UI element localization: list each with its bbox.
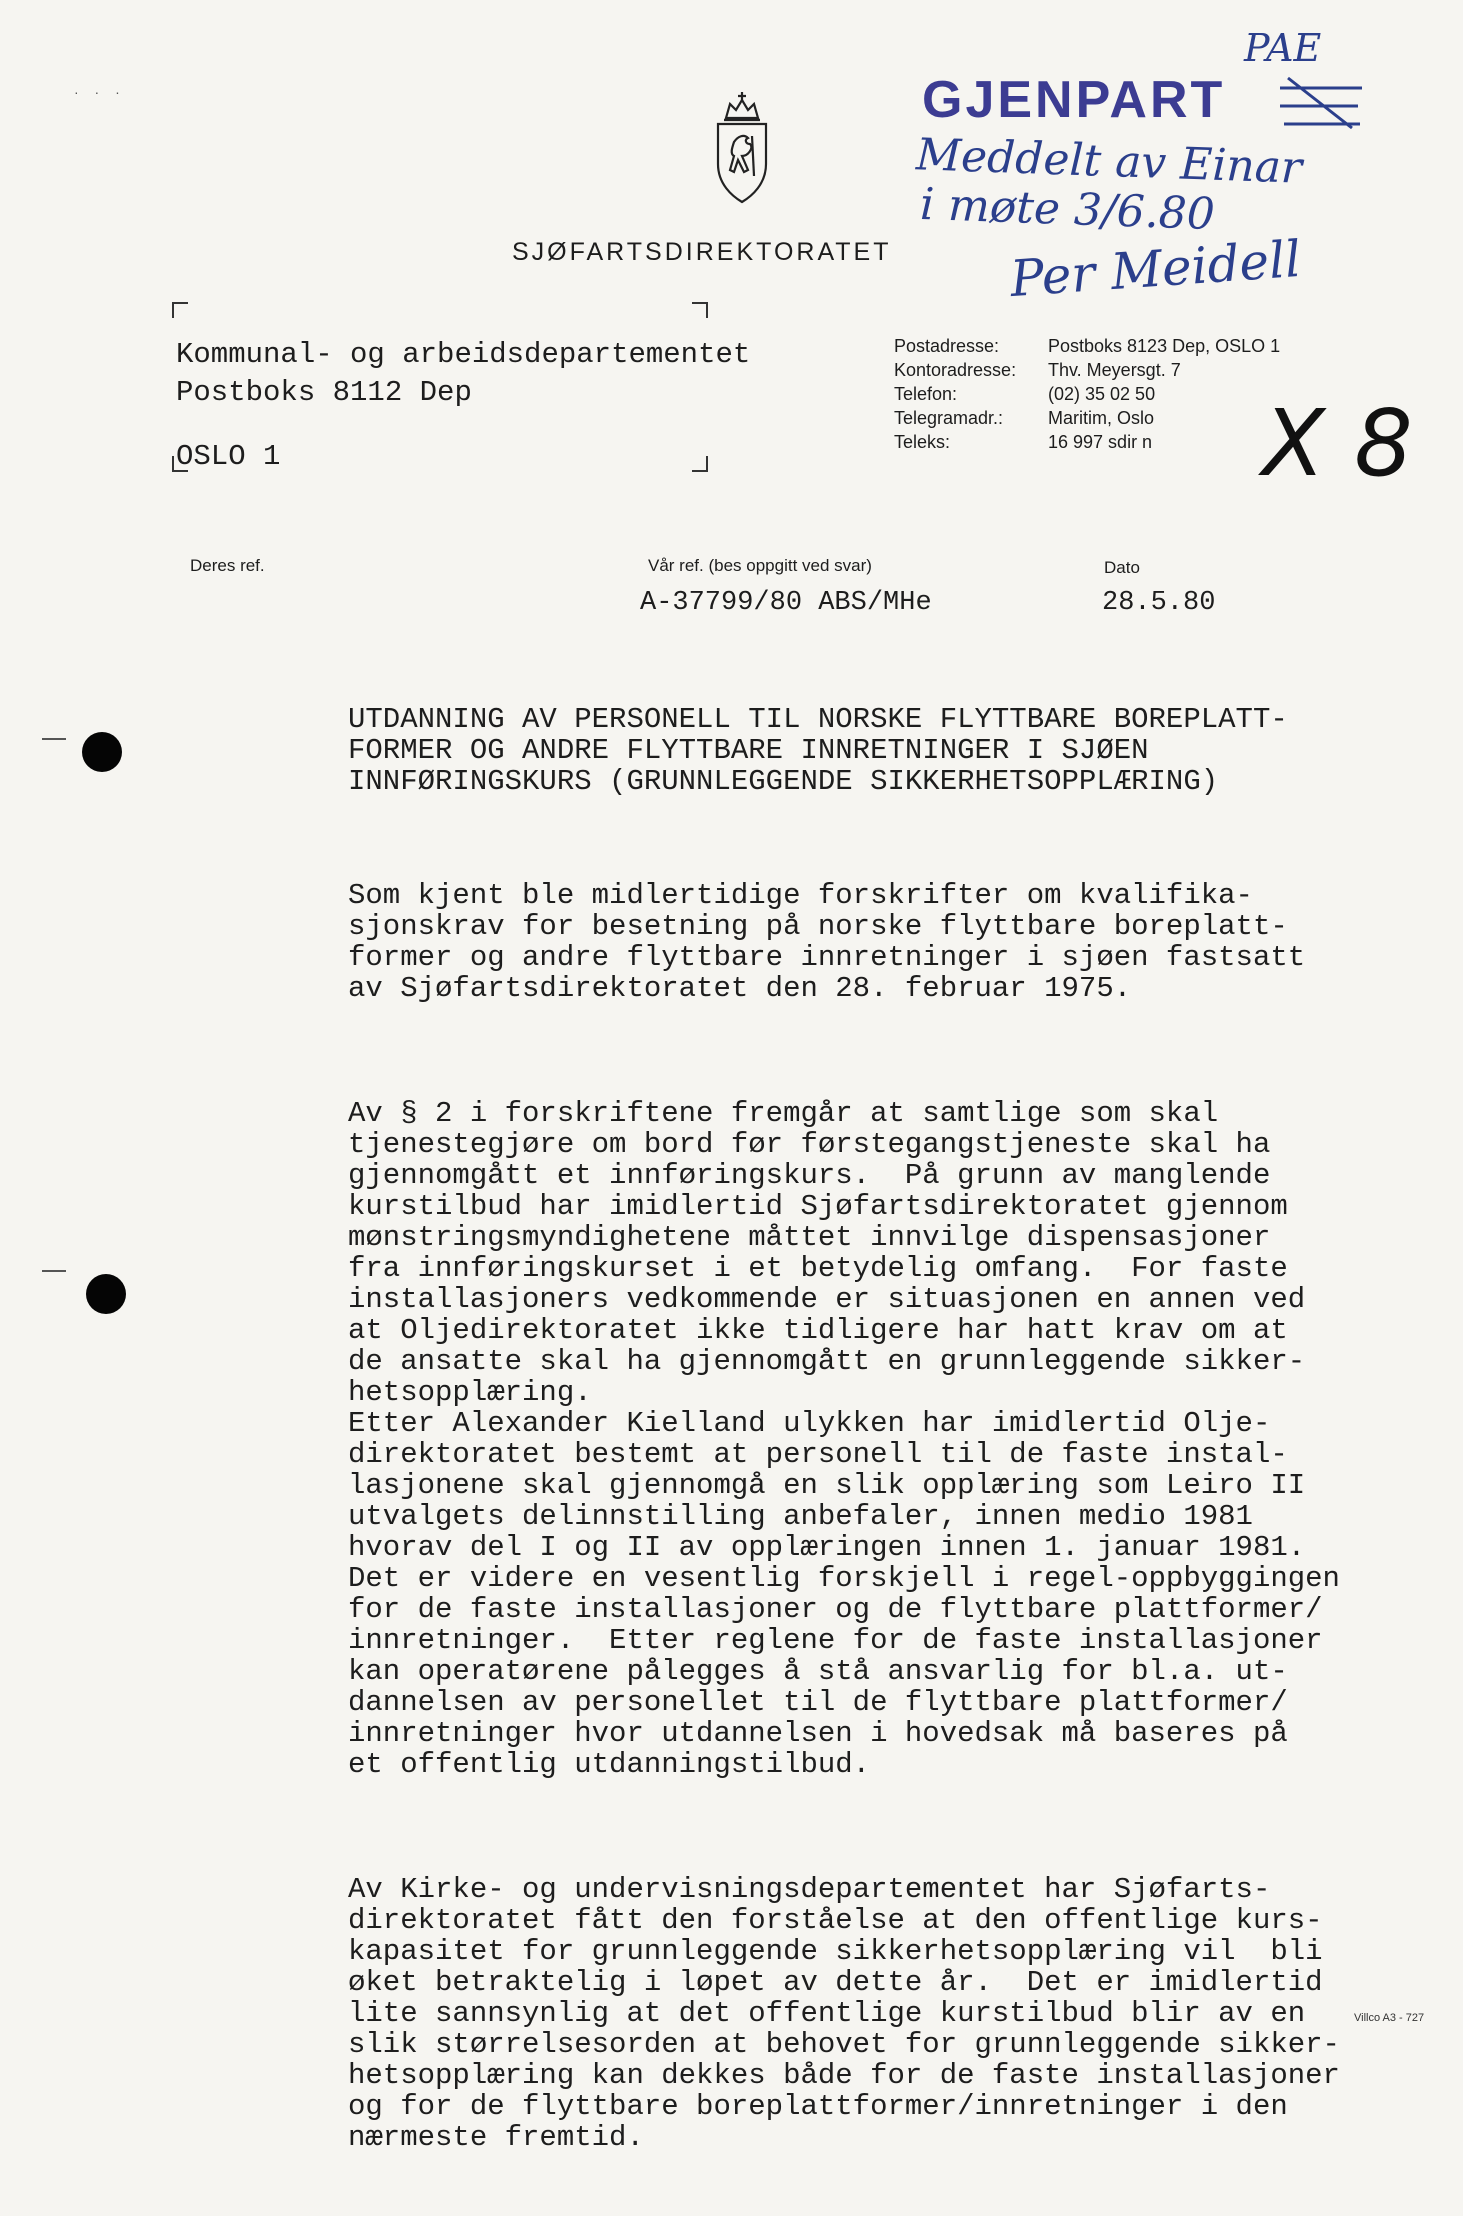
contact-label: Telefon: xyxy=(894,384,958,404)
margin-mark xyxy=(42,1270,66,1272)
handwritten-note-line2: i møte 3/6.80 xyxy=(919,178,1216,241)
var-ref-label: Vår ref. (bes oppgitt ved svar) xyxy=(648,556,872,575)
gjenpart-stamp: GJENPART xyxy=(922,71,1226,129)
punch-hole-bottom xyxy=(86,1274,126,1314)
scan-specks: · · · xyxy=(74,84,126,100)
window-corner-tl xyxy=(172,302,188,318)
window-corner-tr xyxy=(692,302,708,318)
var-ref-value: A-37799/80 ABS/MHe xyxy=(640,588,932,618)
contact-row xyxy=(894,382,1364,406)
subject-line: UTDANNING AV PERSONELL TIL NORSKE FLYTTBARE BOREPLATT- xyxy=(348,703,1288,736)
punch-hole-top xyxy=(82,732,122,772)
margin-mark xyxy=(42,738,66,740)
contact-row xyxy=(894,406,1364,430)
letter-body xyxy=(348,818,1388,2216)
contact-value: Thv. Meyersgt. 7 xyxy=(1048,360,1181,380)
contact-row xyxy=(894,334,1364,358)
contact-value: Postboks 8123 Dep, OSLO 1 xyxy=(1048,336,1281,356)
contact-label: Kontoradresse: xyxy=(894,360,1017,380)
strikethrough-mark xyxy=(1278,72,1364,132)
dato-value: 28.5.80 xyxy=(1102,588,1216,618)
subject-line: INNFØRINGSKURS (GRUNNLEGGENDE SIKKERHETSOPPLÆRING) xyxy=(348,765,1219,798)
contact-value: (02) 35 02 50 xyxy=(1048,384,1156,404)
agency-name: SJØFARTSDIREKTORATET xyxy=(512,238,892,266)
contact-label: Postadresse: xyxy=(894,336,1000,356)
print-code: Villco A3 - 727 xyxy=(1354,2012,1425,2024)
contact-value: 16 997 sdir n xyxy=(1048,432,1153,452)
recipient-address xyxy=(176,336,750,476)
dato-label: Dato xyxy=(1104,558,1140,577)
subject-line: FORMER OG ANDRE FLYTTBARE INNRETNINGER I SJØEN xyxy=(348,734,1149,767)
recipient-line2: Postboks 8112 Dep xyxy=(176,376,472,409)
deres-ref-label: Deres ref. xyxy=(190,556,265,575)
paragraph: Som kjent ble midlertidige forskrifter om kvalifika- sjonskrav for besetning på norske flyttbare boreplatt- former og andre flyttbare innretninger i sjøen fastsatt av Sjøfartsdirektoratet den 28. februar 1975. xyxy=(348,879,1306,1005)
coat-of-arms-icon xyxy=(708,86,776,206)
contact-row xyxy=(894,430,1364,454)
handwritten-initials: PAE xyxy=(1244,26,1322,70)
contact-info xyxy=(894,334,1364,454)
paragraph: Av Kirke- og undervisningsdepartementet har Sjøfarts- direktoratet fått den forståelse at den offentlige kurs- kapasitet for grunnleggende sikkerhetsopplæring vil bli øket betraktelig i løpet av dette år. Det er imidlertid lite sannsynlig at det offentlige kurstilbud blir av en slik størrelsesorden at behovet for grunnleggende sikker- hetsopplæring kan dekkes både for de faste installasjoner og for de flyttbare boreplattformer/innretninger i den nærmeste fremtid. xyxy=(348,1873,1340,2154)
x8-mark: X 8 xyxy=(1262,390,1413,497)
handwritten-note-line1: Meddelt av Einar xyxy=(915,129,1303,194)
recipient-line1: Kommunal- og arbeidsdepartementet xyxy=(176,338,751,371)
contact-value: Maritim, Oslo xyxy=(1048,408,1155,428)
paragraph: Av § 2 i forskriftene fremgår at samtlige som skal tjenestegjøre om bord før førstegangstjeneste skal ha gjennomgått et innføringskurs. På grunn av manglende kurstilbud har imidlertid Sjøfartsdirektoratet gjennom mønstringsmyndighetene måttet innvilge dispensasjoner fra innføringskurset i et betydelig omfang. For faste installasjoners vedkommende er situasjonen en annen ved at Oljedirektoratet ikke tidligere har hatt krav om at de ansatte skal ha gjennomgått en grunnleggende sikker- hetsopplæring. Etter Alexander Kielland ulykken har imidlertid Olje- direktoratet bestemt at personell til de faste instal- lasjonene skal gjennomgå en slik opplæring som Leiro II utvalgets delinnstilling anbefaler, innen medio 1981 hvorav del I og II av opplæringen innen 1. januar 1981. Det er videre en vesentlig forskjell i regel-oppbyggingen for de faste installasjoner og de flyttbare plattformer/ innretninger. Etter reglene for de faste installasjoner kan operatørene pålegges å stå ansvarlig for bl.a. ut- dannelsen av personellet til de flyttbare plattformer/ innretninger hvor utdannelsen i hovedsak må baseres på et offentlig utdanningstilbud. xyxy=(348,1097,1340,1781)
recipient-city: OSLO 1 xyxy=(176,440,281,473)
subject-heading xyxy=(348,704,1288,797)
contact-row xyxy=(894,358,1364,382)
contact-label: Telegramadr.: xyxy=(894,408,1004,428)
handwritten-signature: Per Meidell xyxy=(1008,229,1303,309)
contact-label: Teleks: xyxy=(894,432,951,452)
